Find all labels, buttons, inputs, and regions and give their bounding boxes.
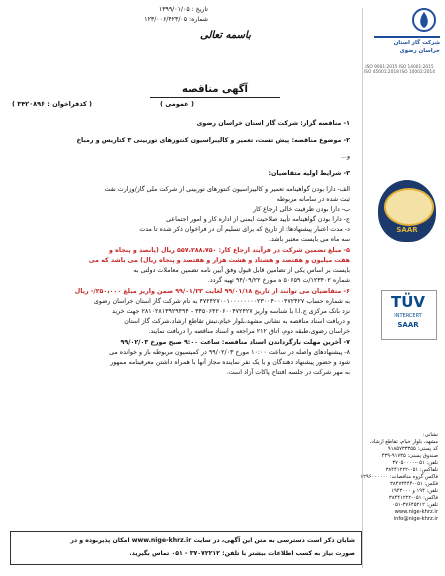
body-line: ثبت شده در سامانه مربوطه <box>276 196 350 203</box>
company-logo <box>366 4 442 62</box>
body-line: شماره ۱۲۳۴۰۲/ت ۵۰۶۵۹ ه مورخ ۹۴/۰۹/۲۲ تهیه گردد. <box>207 277 350 284</box>
body-line: د- مدت اعتبار پیشنهادها: از تاریخ که برای تسلیم آن در فراخوان ذکر شده تا مدت <box>139 226 350 233</box>
basmala-heading: باسمه تعالی <box>200 30 251 41</box>
body-line: ۷- آخرین مهلت بازگرداندن اسناد مناقصه: ساعت ۹:۰۰ صبح مورخ ۹۹/۰۲/۰۳ <box>120 339 350 346</box>
body-line: ۸- پیشنهادهای واصله در ساعت ۱۰:۰۰ مورخ ۹۹/۰۲/۰۳ در کمیسیون مربوطه باز و خوانده می <box>109 349 350 356</box>
document-number: شماره: ۱۲۳/۰۰۶/۴۲۳/۰۵ <box>144 16 208 23</box>
body-line: به مهر شرکت در جلسه افتتاح پاکات آزاد است. <box>226 369 350 376</box>
body-line: ج- دارا بودن گواهینامه تأیید صلاحیت ایمنی از اداره کار و امور اجتماعی <box>166 216 350 223</box>
sidebar-contact-line: info@nige-khrz.ir <box>393 516 438 522</box>
body-line: به شماره حساب ۴۷۲۴۲۷۰۰۱۰۰۰۰۰۰۰۰۲۳۰۰۴۰۰۰۴۷۲۴۲۷ به نام شرکت گاز استان خراسان رضوی <box>93 298 350 305</box>
sidebar-contact-line: فکس: ۰۵۱-۳۸۴۷۳۴۴۴ <box>390 481 438 487</box>
body-line: سه ماه می بایست معتبر باشد. <box>268 236 350 243</box>
sidebar-contact-line: کد پستی: ۹۱۸۵۷۳۳۳۵۵ <box>387 446 438 452</box>
tuv-sub-label: INTERCERT <box>394 313 422 319</box>
seal-icon <box>384 188 434 226</box>
tuv-saar-label: SAAR <box>397 321 419 329</box>
body-line: ۵- مبلغ تضمین شرکت در فرآیند ارجاع کار: ۵۵۷،۲۸۸،۷۵۰ ریال (پانصد و پنجاه و <box>109 247 350 254</box>
footer-notice <box>10 531 362 565</box>
footer-line-1: شایان ذکر است دسترسی به متن این آگهی، در سایت www.nige-khrz.ir امکان پذیربوده و در <box>70 537 355 544</box>
page-title: آگهی مناقصه <box>182 84 248 95</box>
sidebar-contact-line: فاکس: ۰۵۱-۳۸۴۴۱۲۲۲ <box>388 495 438 501</box>
saar-label: SAAR <box>396 226 418 234</box>
sidebar-contact-line: نشانی: <box>422 432 438 438</box>
body-line: ۶- متقاضیان می توانند از تاریخ ۹۹/۰۱/۱۸ لغایت ۹۹/۰۱/۲۳ ضمن واریز مبلغ ۲۵۰،۰۰۰/- ریال <box>74 288 350 295</box>
document-date: تاریخ : ۱۳۹۹/۰۱/۰۵ <box>158 6 208 13</box>
body-line: شود و حضور پیشنهاد دهندگان و یا یک نفر نماینده مجاز آنها با همراه داشتن معرفینامه ممهور <box>110 359 350 366</box>
body-line: هفت میلیون و هفتصد و هشتاد و هشت هزار و هفتصد و پنجاه ریال) می باشد که می <box>88 257 350 264</box>
saar-badge <box>378 180 436 242</box>
sidebar-contact-line: تلفن: ۰۵۱-۳۷۰۵۰۰۰۰ <box>392 460 438 466</box>
tuv-label: TÜV <box>390 293 426 311</box>
sidebar-contact-line: تلفن: ۱۹۴ و ۱۹۴۳۰۰۰ <box>391 488 438 494</box>
sidebar-contact-line: تلفاکس: ۰۵۱-۳۸۴۴۱۲۲۲ <box>385 467 438 473</box>
iso-certifications: ISO 9001:2015 ISO 14001:2015 ISO 45001:2018 ISO 10002:2014 <box>364 65 435 75</box>
body-line: نزد بانک مرکزی ج.ا.ا با شناسه واریز ۳۴۵۰۶۴۲۰۶۰۰۴۷۲۴۲۷ - ۲۸۱۰۲۸۱۳۹۲۹۴۹۴ جهت خرید <box>112 308 350 315</box>
footer-line-2: صورت نیاز به کسب اطلاعات بیشتر با تلفن: ۳۷۰۷۲۲۱۲ - ۰۵۱ تماس بگیرید. <box>129 550 355 557</box>
body-line: بایست بر اساس یکی از تضامین قابل قبول وفق آیین نامه تضمین معاملات دولتی به <box>133 267 350 274</box>
body-line: و دریافت اسناد مناقصه به نشانی مشهد،بلوار خیام،نبش تقاطع ارشاد،شرکت گاز استان <box>124 318 350 325</box>
tender-type: ( عمومی ) <box>160 100 194 108</box>
body-line: الف- دارا بودن گواهینامه تعمیر و کالیبراسیون کنتورهای توربینی از شرکت ملی گاز/وزارت نفت <box>104 186 350 193</box>
sidebar-contact-line: فاکس گروه مناقصات: ۱۲۹۶۰۰۰۰۰۰ <box>360 474 438 480</box>
body-line: ۲- موضوع مناقصه: پیش تست، تعمیر و کالیبراسیون کنتورهای توربینی ۳ کتاریس و رمباخ <box>76 137 350 144</box>
sidebar-contact-line: تلفن: ۳۷۶۴۵۲۱۲-۰۵۱ <box>392 502 438 508</box>
logo-title: شرکت گاز استان <box>393 40 440 46</box>
sidebar-contact-line: صندوق پستی: ۹۱۷۳۵-۴۳۹ <box>381 453 438 459</box>
tuv-badge <box>381 290 437 340</box>
body-line: خراسان رضوی،طبقه دوم، اتاق ۲۱۲ مراجعه و اسناد مناقصه را دریافت نمایند. <box>148 328 350 335</box>
title-underline <box>150 97 280 98</box>
body-line: ب- دارا بودن ظرفیت خالی ارجاع کار <box>253 206 350 213</box>
logo-subtitle: خراسان رضوی <box>399 48 440 54</box>
body-line: ۱- مناقصه گزار: شرکت گاز استان خراسان رضوی <box>196 120 350 127</box>
body-line: ۳- شرایط اولیه متقاضیان: <box>268 170 350 177</box>
call-number: ( کدفراخوان : ۳۴۲۰۸۹۶ ) <box>12 100 92 108</box>
sidebar-contact-line: www.nige-khrz.ir <box>394 509 438 515</box>
sidebar-contact-line: مشهد، بلوار خیام، تقاطع ارشاد، <box>369 439 438 445</box>
body-line: و... <box>340 153 350 160</box>
